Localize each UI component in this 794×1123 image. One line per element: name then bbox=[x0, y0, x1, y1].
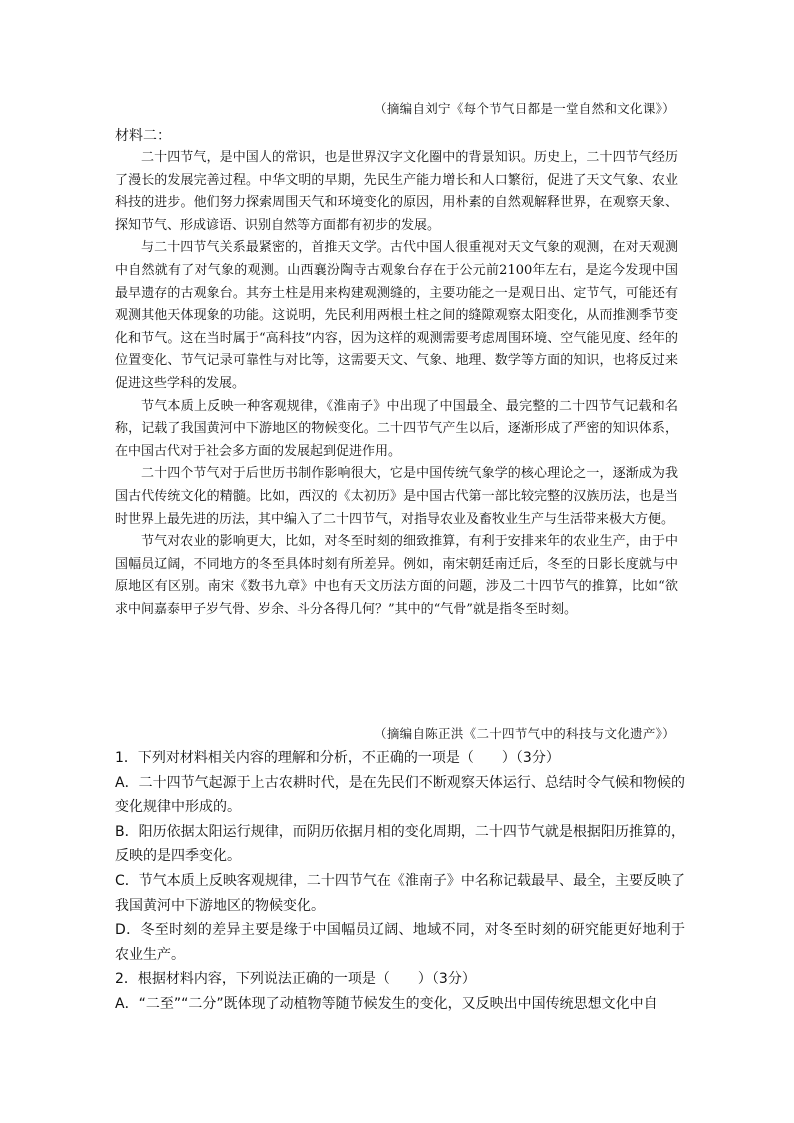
question-2-stem: 2．根据材料内容，下列说法正确的一项是（ ）（3分） bbox=[115, 971, 476, 988]
paragraph: 节气本质上反映一种客观规律，《淮南子》中出现了中国最全、最完整的二十四节气记载和名称，记载了我国黄河中下游地区的物候变化。二十四节气产生以后，逐渐形成了严密的知识体系，在中国古代对于社会多方面的发展起到促进作用。 bbox=[115, 398, 678, 459]
paragraph: 二十四节气，是中国人的常识，也是世界汉字文化圈中的背景知识。历史上，二十四节气经历了漫长的发展完善过程。中华文明的早期，先民生产能力增长和人口繁衍，促进了天文气象、农业科技的进步。他们努力探索周围天气和环境变化的原因，用朴素的自然观解释世界，在观察天象、探知节气、形成谚语、识别自然等方面都有初步的发展。 bbox=[115, 150, 678, 233]
citation-2: （摘编自陈正洪《二十四节气中的科技与文化遗产》） bbox=[374, 726, 675, 741]
paragraph: 节气对农业的影响更大，比如，对冬至时刻的细致推算，有利于安排来年的农业生产，由于中国幅员辽阔，不同地方的冬至具体时刻有所差异。例如，南宋朝廷南迁后，冬至的日影长度就与中原地区有区别。南宋《数书九章》中也有天文历法方面的问题，涉及二十四节气的推算，比如“欲求中间嘉泰甲子岁气骨、岁余、斗分各得几何？”其中的“气骨”就是指冬至时刻。 bbox=[115, 534, 678, 617]
material-two-body bbox=[115, 147, 678, 621]
question-1-stem: 1．下列对材料相关内容的理解和分析，不正确的一项是（ ）（3分） bbox=[115, 750, 560, 766]
paragraph: 与二十四节气关系最紧密的，首推天文学。古代中国人很重视对天文气象的观测，在对天观测中自然就有了对气象的观测。山西襄汾陶寺古观象台存在于公元前2100年左右，是迄今发现中国最早遗存的古观象台。其夯土柱是用来构建观测缝的，主要功能之一是观日出、定节气，可能还有观测其他天体现象的功能。这说明，先民利用两根土柱之间的缝隙观察太阳变化，从而推测季节变化和节气。这在当时属于“高科技”内容，因为这样的观测需要考虑周围环境、空气能见度、经年的位置变化、节气记录可靠性与对比等，这需要天文、气象、地理、数学等方面的知识，也将反过来促进这些学科的发展。 bbox=[115, 240, 678, 391]
question-1-option-b: B．阳历依据太阳运行规律，而阴历依据月相的变化周期，二十四节气就是根据阳历推算的，反映的是四季变化。 bbox=[115, 823, 685, 865]
citation-1: （摘编自刘宁《每个节气日都是一堂自然和文化课》） bbox=[374, 101, 675, 116]
question-1-option-d: D．冬至时刻的差异主要是缘于中国幅员辽阔、地域不同，对冬至时刻的研究能更好地利于农业生产。 bbox=[115, 922, 685, 963]
question-1-option-c: C．节气本质上反映客观规律，二十四节气在《淮南子》中名称记载最早、最全，主要反映了我国黄河中下游地区的物候变化。 bbox=[115, 872, 685, 914]
question-2-option-a: A．“二至”“二分”既体现了动植物等随节候发生的变化，又反映出中国传统思想文化中自 bbox=[115, 995, 658, 1012]
material-two-heading: 材料二： bbox=[115, 128, 171, 144]
questions-section bbox=[115, 746, 685, 1017]
paragraph: 二十四个节气对于后世历书制作影响很大，它是中国传统气象学的核心理论之一，逐渐成为我国古代传统文化的精髓。比如，西汉的《太初历》是中国古代第一部比较完整的汉族历法，也是当时世界上最先进的历法，其中编入了二十四节气，对指导农业及畜牧业生产与生活带来极大方便。 bbox=[115, 466, 678, 527]
question-1-option-a: A．二十四节气起源于上古农耕时代，是在先民们不断观察天体运行、总结时令气候和物候的变化规律中形成的。 bbox=[115, 774, 685, 816]
